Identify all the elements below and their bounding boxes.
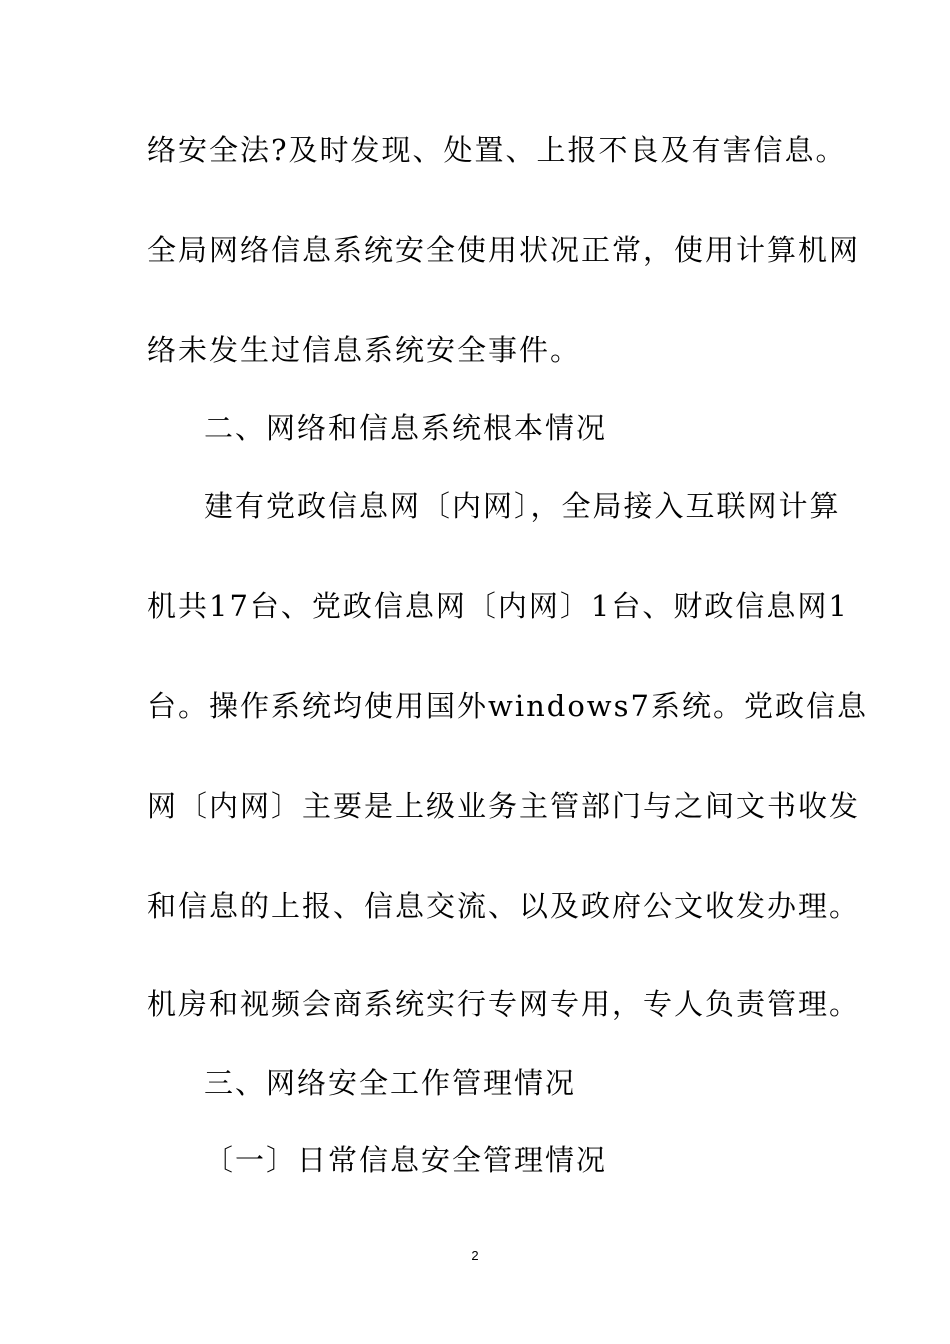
section-heading: 三、网络安全工作管理情况: [204, 1066, 577, 1100]
body-text-line: 和信息的上报、信息交流、以及政府公文收发办理。: [147, 889, 861, 923]
subsection-heading: 〔一〕日常信息安全管理情况: [204, 1143, 608, 1177]
body-text-line: 机房和视频会商系统实行专网专用，专人负责管理。: [147, 987, 861, 1021]
section-heading: 二、网络和信息系统根本情况: [204, 411, 608, 445]
body-text-line: 台。操作系统均使用国外windows7系统。党政信息: [147, 689, 868, 723]
body-text-line: 络安全法?及时发现、处置、上报不良及有害信息。: [147, 133, 847, 167]
body-text-line: 建有党政信息网〔内网〕，全局接入互联网计算: [204, 489, 841, 523]
page-number: 2: [471, 1248, 479, 1263]
body-text-line: 网〔内网〕主要是上级业务主管部门与之间文书收发: [147, 789, 861, 823]
body-text-line: 全局网络信息系统安全使用状况正常，使用计算机网: [147, 233, 861, 267]
body-text-line: 络未发生过信息系统安全事件。: [147, 333, 582, 367]
body-text-line: 机共17台、党政信息网〔内网〕1台、财政信息网1: [147, 589, 849, 623]
